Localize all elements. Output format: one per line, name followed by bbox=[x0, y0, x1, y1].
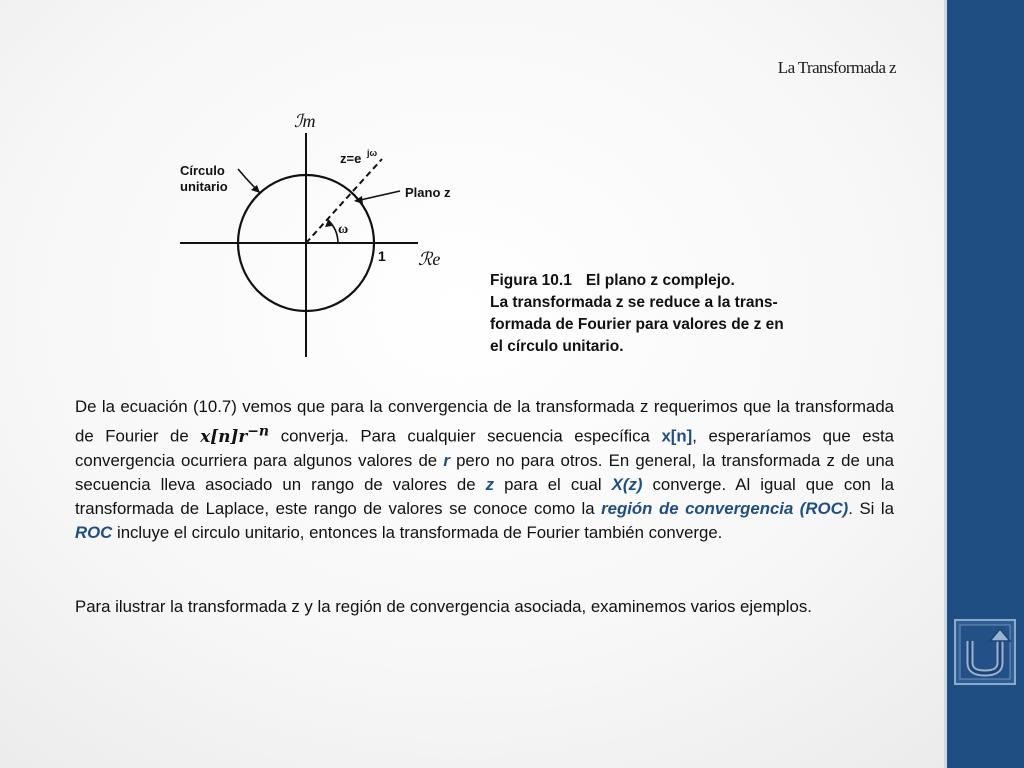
p1-text-a: De la ecuación (10.7) vemos que para la convergencia de la transformada z requerimos que la transformada de Fourier de bbox=[75, 397, 894, 446]
one-label: 1 bbox=[378, 248, 386, 264]
paragraph-2: Para ilustrar la transformada z y la región de convergencia asociada, examinemos varios ejemplos. bbox=[75, 597, 812, 616]
p1-text-d: pero no para otros. En general, la transformada z de una secuencia lleva asociado un rango de valores de bbox=[75, 450, 894, 494]
u-turn-back-icon bbox=[954, 619, 1016, 685]
caption-line-1 bbox=[490, 270, 790, 292]
p1-roc: ROC bbox=[75, 522, 113, 542]
paragraph-1 bbox=[75, 395, 894, 545]
p1-roc-long: región de convergencia (ROC) bbox=[601, 498, 849, 518]
caption-number: Figura 10.1 bbox=[490, 272, 572, 289]
back-button[interactable] bbox=[954, 619, 1016, 685]
circle-label-line2: unitario bbox=[180, 179, 228, 194]
p1-text-h: incluye el circulo unitario, entonces la transformada de Fourier también converge. bbox=[112, 522, 723, 542]
figure-caption bbox=[490, 270, 790, 358]
circle-label-line1: Círculo bbox=[180, 163, 225, 178]
caption-line-3: formada de Fourier para valores de z en bbox=[490, 316, 784, 333]
p1-text-f: converge. Al igual que con la transformada de Laplace, este rango de valores se conoce como la bbox=[75, 474, 894, 518]
p1-z: z bbox=[485, 474, 495, 494]
omega-label: ω bbox=[338, 222, 349, 237]
caption-title: El plano z complejo. bbox=[585, 272, 735, 289]
real-axis-label: ℛe bbox=[418, 249, 441, 269]
p1-xz: X(z) bbox=[611, 474, 643, 494]
p1-text-b: converja. Para cualquier secuencia específica bbox=[269, 426, 662, 446]
p1-text-g: . Si la bbox=[848, 498, 894, 518]
p1-text-c: , esperaríamos que esta convergencia ocurriera para algunos valores de bbox=[75, 426, 894, 470]
caption-line-4: el círculo unitario. bbox=[490, 338, 624, 355]
p1-math: $x[n]r^{-n}$ bbox=[200, 423, 270, 446]
caption-line-2: La transformada z se reduce a la trans- bbox=[490, 294, 778, 311]
z-label-exponent: jω bbox=[367, 148, 378, 158]
plane-label: Plano z bbox=[405, 185, 451, 200]
slide-title: La Transformada z bbox=[777, 58, 896, 77]
p1-math-exponent: −n bbox=[247, 423, 270, 439]
p1-text-e: para el cual bbox=[494, 474, 612, 494]
z-label: z=e bbox=[340, 151, 362, 166]
plane-label-arrow bbox=[356, 191, 400, 201]
imag-axis-label: ℐm bbox=[294, 111, 316, 131]
complex-plane-figure bbox=[160, 105, 480, 360]
p1-r: r bbox=[443, 450, 450, 470]
p1-xn: x[n] bbox=[661, 426, 693, 446]
